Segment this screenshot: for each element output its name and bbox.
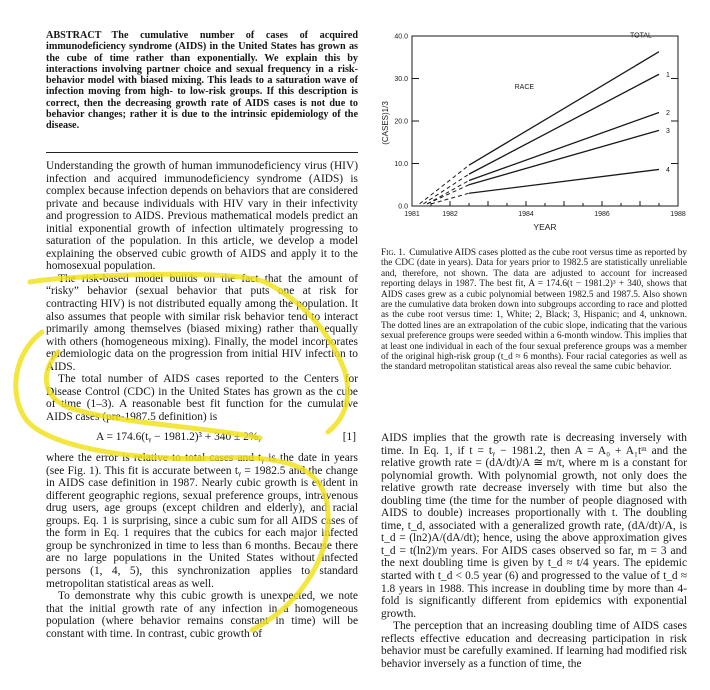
- figure-label: Fig. 1.: [381, 248, 406, 258]
- series-line-1: [469, 74, 659, 174]
- series-label-total: TOTAL: [630, 32, 652, 40]
- series-label-3: 3: [666, 127, 670, 135]
- equation-text: A = 174.6(tᵧ − 1981.2)³ + 340 ± 2%,: [96, 431, 262, 444]
- y-tick-label: 20.0: [394, 118, 408, 126]
- paragraph-growth-rate: AIDS implies that the growth rate is decreasing inversely with time. In Eq. 1, if t = tᵧ − 1981.2, then A = A₀ + A₁tᵐ and the relative growth rate = (dA/dt)/A ≅ m/t, where m is a constant for polynomial growth. With polynomial growth, not only does the relative growth rate decrease inversely with time but also the doubling time (the time for the number of people diagnosed with AIDS to double) increases proportionally with t. The doubling time, t_d, associated with a generalized growth rate, (dA/dt)/A, is t_d = (ln2)A/(dA/dt); hence, using the above approximation gives t_d = t(ln2)/m years. For AIDS cases observed so far, m = 3 and the next doubling time is given by t_d ≈ t/4 years. The epidemic started with t_d < 0.5 year (6) and progressed to the value of t_d ≈ 1.8 years in 1988. This increase in doubling time by more than 4-fold is significantly different from epidemics with exponential growth.: [381, 432, 687, 620]
- equation-1: [46, 423, 358, 452]
- y-tick-label: 40.0: [394, 33, 408, 41]
- y-tick-label: 30.0: [394, 76, 408, 83]
- series-line-2: [469, 113, 659, 181]
- abstract: [46, 30, 358, 132]
- abstract-label: ABSTRACT: [46, 30, 102, 41]
- y-axis-label: (CASES)1/3: [381, 101, 390, 145]
- series-label-1: 1: [666, 71, 670, 79]
- plot-frame: [412, 36, 678, 206]
- equation-number: [1]: [342, 431, 356, 444]
- figure-1-chart: [368, 28, 690, 240]
- x-tick-label: 1986: [594, 211, 610, 218]
- x-tick-label: 1984: [518, 211, 534, 218]
- figure-caption: [381, 248, 687, 373]
- abstract-text: The cumulative number of cases of acquired immunodeficiency syndrome (AIDS) in the United States has grown as the cube of time rather than exponentially. We explain this by interactions involving partner choice and sexual frequency in a risk-behavior model with biased mixing. This leads to a saturation wave of infection moving from high- to low-risk groups. If this description is correct, then the decreasing growth rate of AIDS cases is not due to behavior changes; rather it is due to the intrinsic epidemiology of the disease.: [46, 30, 358, 132]
- series-line-total: [469, 52, 659, 165]
- paragraph-risk-model: The risk-based model builds on the fact that the amount of “risky” behavior (sexual behavior that puts one at risk for contracting HIV) is not distributed equally among the population. It also assumes that people with similar risk behavior tend to interact primarily among themselves (biased mixing) rather than equally with others (homogeneous mixing). Finally, the model incorporates epidemiologic data on the progression from initial HIV infection to AIDS.: [46, 272, 358, 373]
- series-extrapolation-3: [427, 181, 469, 204]
- abstract-divider: [46, 152, 358, 153]
- series-label-2: 2: [666, 110, 670, 117]
- paragraph-cdc-cases: The total number of AIDS cases reported to the Centers for Disease Control (CDC) in the United States has grown as the cube of time (1–3). A reasonable best fit function for the cumulative AIDS cases (pre-1987.5 definition) is: [46, 373, 358, 423]
- series-extrapolation-1: [420, 165, 469, 204]
- paragraph-cubic-growth: To demonstrate why this cubic growth is unexpected, we note that the initial growth rate of any infection in a homogeneous population (where behavior remains constant in time) will be constant with time. In contrast, cubic growth of: [46, 590, 358, 640]
- race-annotation: RACE: [514, 84, 535, 92]
- y-tick-label: 10.0: [394, 161, 408, 168]
- series-line-4: [469, 169, 659, 193]
- y-tick-label: 0.0: [398, 203, 408, 211]
- paragraph-fit-accuracy: where the error is relative to total cases and tᵧ is the date in years (see Fig. 1). This fit is accurate between tᵧ = 1982.5 and the change in AIDS case definition in 1987. Nearly cubic growth is evident in different geographic regions, sexual preference groups, intravenous drug users, age groups (except children and elderly), and racial groups. Eq. 1 is surprising, since a cubic sum for all AIDS cases of the form in Eq. 1 requires that the cubics for each major infected group be synchronized in time to less than 6 months. Because there are no large populations in the United States without infected persons (1, 4, 5), this synchronization applies to standard metropolitan statistical areas as well.: [46, 452, 358, 590]
- figure-caption-text: Cumulative AIDS cases plotted as the cube root versus time as reported by the CDC (date in years). Data for years prior to 1982.5 are statistically unreliable and, therefore, not shown. The data are adjusted to account for increased reporting delays in 1987. The best fit, A = 174.6(t − 1981.2)³ + 340, shows that AIDS cases grew as a cubic polynomial between 1982.5 and 1987.5. Also shown are the cumulative data broken down into subgroups according to race and plotted as the cube root versus time: 1, White; 2, Black; 3, Hispanic; and 4, unknown. The dotted lines are an extrapolation of the cubic slope, indicating that the various sexual preference groups were seeded within a 6-month window. This implies that at least one individual in each of the four sexual preference groups was a member of the original high-risk group (t_d ≈ 6 months). Four racial categories as well as the standard metropolitan statistical areas also reveal the same cubic behavior.: [381, 248, 687, 373]
- x-axis-label: YEAR: [533, 222, 557, 232]
- x-tick-label: 1981: [404, 211, 420, 218]
- paragraph-doubling-time: The perception that an increasing doubling time of AIDS cases reflects effective education and decreasing participation in risk behavior must be carefully examined. If learning had modified risk behavior inversely as a function of time, the: [381, 620, 687, 670]
- series-label-4: 4: [666, 166, 670, 174]
- x-tick-label: 1982: [442, 211, 458, 218]
- series-line-3: [469, 130, 659, 184]
- paragraph-intro: Understanding the growth of human immunodeficiency virus (HIV) infection and acquired immunodeficiency syndrome (AIDS) is complex because infection depends on behaviors that are considered private and because individuals with HIV vary in their infectivity and progression to AIDS. Previous mathematical models predict an initial exponential growth of infection ultimately progressing to saturation of the population. In this article, we develop a model explaining the observed cubic growth of AIDS and apply it to the homosexual population.: [46, 160, 358, 273]
- left-column: [46, 160, 358, 640]
- x-tick-label: 1988: [670, 211, 686, 218]
- right-column: [381, 432, 687, 670]
